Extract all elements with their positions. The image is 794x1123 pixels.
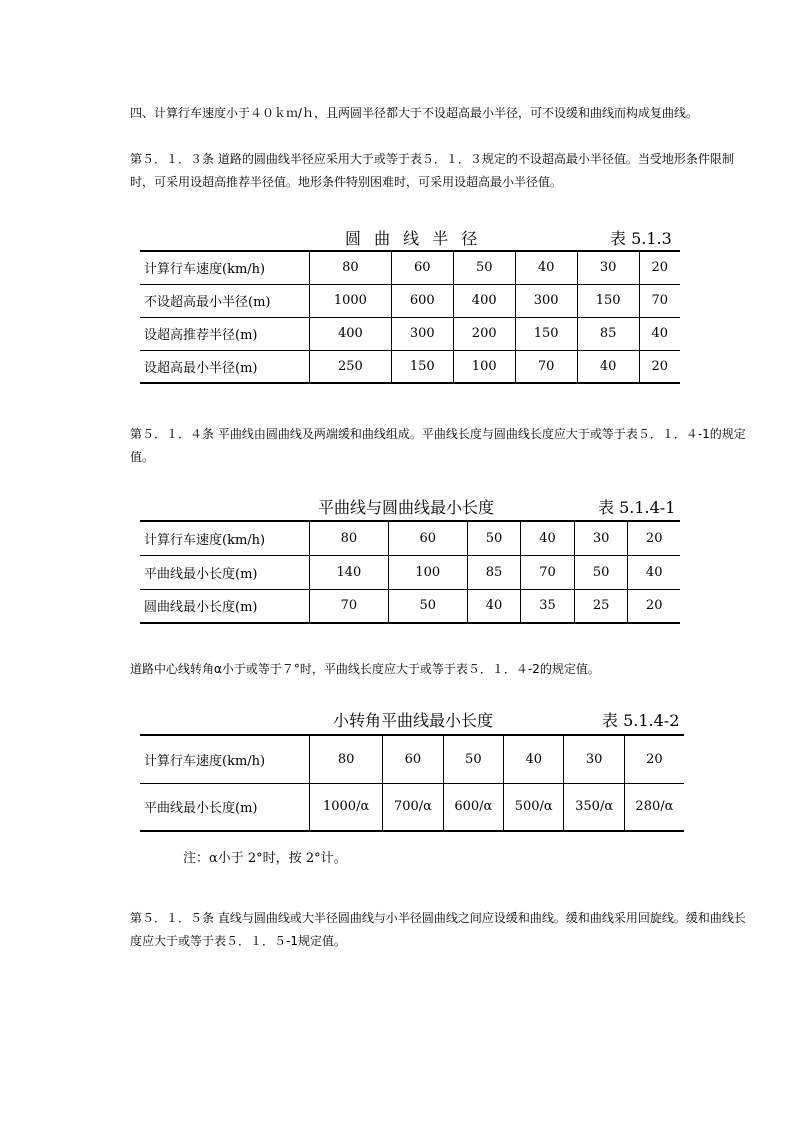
table-row (140, 251, 680, 284)
table-title: 平曲线与圆曲线最小长度 (318, 498, 495, 517)
table-cell: 50 (574, 555, 628, 589)
table-cell: 30 (564, 735, 624, 783)
table-label: 表 5.1.4-2 (602, 711, 680, 730)
table-cell: 30 (574, 521, 628, 555)
table-cell: 80 (310, 735, 383, 783)
table-cell: 平曲线最小长度(m) (140, 783, 310, 831)
paragraph-item-4: 四、计算行车速度小于４０ｋｍ/ｈ，且两圆半径都大于不设超高最小半径，可不设缓和曲线而构成复曲线。 (130, 106, 699, 120)
table-row (140, 735, 684, 783)
table-cell: 600/α (443, 783, 503, 831)
table-cell: 250 (310, 350, 392, 383)
table-cell: 20 (628, 589, 680, 623)
table-cell: 40 (628, 555, 680, 589)
table-cell: 150 (577, 284, 639, 317)
table-cell: 60 (383, 735, 443, 783)
table-cell: 20 (639, 350, 680, 383)
table-note: 注：α小于 2°时，按 2°计。 (183, 851, 347, 866)
paragraph-article-5-1-3: 第５．１．３条 道路的圆曲线半径应采用大于或等于表５．１．３规定的不设超高最小半径值。当受地形条件限制时，可采用设超高推荐半径值。地形条件特别困难时，可采用设超高最小半径值。 (130, 152, 734, 189)
table-cell: 计算行车速度(km/h) (140, 521, 310, 555)
table-cell: 150 (515, 317, 577, 350)
table-cell: 设超高推荐半径(m) (140, 317, 310, 350)
table-title: 小转角平曲线最小长度 (333, 711, 494, 730)
table-row (140, 317, 680, 350)
table-cell: 计算行车速度(km/h) (140, 251, 310, 284)
curve-radius-table (140, 250, 680, 384)
table-cell: 20 (624, 735, 684, 783)
table-cell: 30 (577, 251, 639, 284)
table-cell: 计算行车速度(km/h) (140, 735, 310, 783)
table-cell: 圆曲线最小长度(m) (140, 589, 310, 623)
table-row (140, 521, 680, 555)
table-cell: 80 (310, 251, 392, 284)
table-cell: 700/α (383, 783, 443, 831)
table-cell: 50 (453, 251, 515, 284)
table-cell: 40 (521, 521, 575, 555)
table-cell: 70 (521, 555, 575, 589)
table-cell: 300 (391, 317, 453, 350)
table-cell: 1000 (310, 284, 392, 317)
table-cell: 500/α (504, 783, 564, 831)
table-cell: 20 (628, 521, 680, 555)
table-cell: 50 (388, 589, 467, 623)
table-cell: 350/α (564, 783, 624, 831)
table-row (140, 284, 680, 317)
small-angle-curve-table (140, 734, 684, 832)
table-cell: 200 (453, 317, 515, 350)
paragraph-article-5-1-4: 第５．１．４条 平曲线由圆曲线及两端缓和曲线组成。平曲线长度与圆曲线长度应大于或等于表５．１．４-1的规定值。 (130, 427, 746, 464)
table-cell: 600 (391, 284, 453, 317)
table-cell: 20 (639, 251, 680, 284)
table-cell: 1000/α (310, 783, 383, 831)
table-cell: 不设超高最小半径(m) (140, 284, 310, 317)
paragraph-small-angle: 道路中心线转角α小于或等于７°时，平曲线长度应大于或等于表５．１．４-2的规定值。 (130, 662, 600, 676)
table-cell: 70 (310, 589, 389, 623)
table-cell: 100 (388, 555, 467, 589)
table-row (140, 555, 680, 589)
table-cell: 平曲线最小长度(m) (140, 555, 310, 589)
table-label: 表 5.1.4-1 (598, 498, 676, 517)
table-cell: 85 (467, 555, 521, 589)
table-cell: 60 (391, 251, 453, 284)
table-cell: 50 (443, 735, 503, 783)
table-cell: 140 (310, 555, 389, 589)
curve-length-table (140, 520, 680, 624)
table-cell: 300 (515, 284, 577, 317)
table-cell: 280/α (624, 783, 684, 831)
table-cell: 25 (574, 589, 628, 623)
table-cell: 40 (577, 350, 639, 383)
table-label: 表 5.1.3 (610, 229, 672, 248)
table-cell: 400 (453, 284, 515, 317)
table-cell: 40 (504, 735, 564, 783)
table-title: 圆 曲 线 半 径 (345, 229, 482, 248)
table-cell: 100 (453, 350, 515, 383)
table-cell: 80 (310, 521, 389, 555)
table-cell: 35 (521, 589, 575, 623)
table-cell: 50 (467, 521, 521, 555)
table-cell: 设超高最小半径(m) (140, 350, 310, 383)
table-cell: 40 (639, 317, 680, 350)
table-cell: 85 (577, 317, 639, 350)
table-cell: 60 (388, 521, 467, 555)
table-cell: 400 (310, 317, 392, 350)
table-cell: 70 (515, 350, 577, 383)
table-row (140, 589, 680, 623)
table-cell: 40 (467, 589, 521, 623)
paragraph-article-5-1-5: 第５．１．５条 直线与圆曲线或大半径圆曲线与小半径圆曲线之间应设缓和曲线。缓和曲线采用回旋线。缓和曲线长度应大于或等于表５．１．５-1规定值。 (130, 911, 746, 948)
table-row (140, 783, 684, 831)
table-cell: 70 (639, 284, 680, 317)
table-cell: 150 (391, 350, 453, 383)
table-row (140, 350, 680, 383)
table-cell: 40 (515, 251, 577, 284)
